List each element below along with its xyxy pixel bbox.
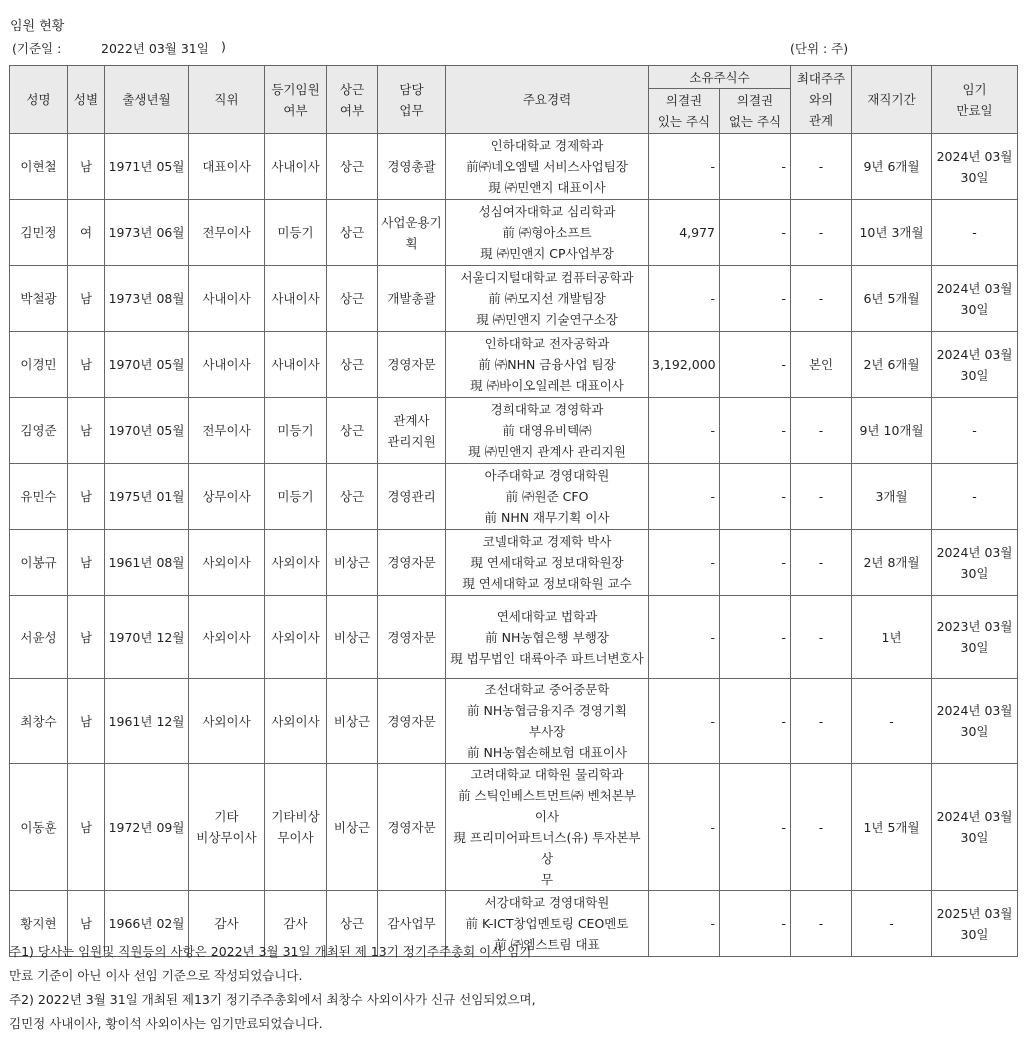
cell-duty: 경영자문 — [378, 596, 446, 679]
cell-career: 인하대학교 경제학과 前㈜네오엠텔 서비스사업팀장 現 ㈜민앤지 대표이사 — [446, 134, 649, 200]
cell-gender: 여 — [68, 200, 105, 266]
cell-relation: - — [791, 891, 852, 957]
cell-nonvoting: - — [720, 596, 791, 679]
cell-nonvoting: - — [720, 266, 791, 332]
cell-registered: 사내이사 — [265, 266, 327, 332]
cell-duty: 경영자문 — [378, 332, 446, 398]
cell-fulltime: 상근 — [327, 891, 378, 957]
cell-position: 전무이사 — [189, 200, 265, 266]
cell-term-end: - — [932, 398, 1018, 464]
header-tenure: 재직기간 — [852, 66, 932, 134]
cell-duty: 경영관리 — [378, 464, 446, 530]
cell-birth: 1966년 02월 — [105, 891, 189, 957]
cell-gender: 남 — [68, 266, 105, 332]
cell-registered: 미등기 — [265, 464, 327, 530]
table-row — [10, 134, 1018, 200]
cell-career: 인하대학교 전자공학과 前 ㈜NHN 금융사업 팀장 現 ㈜바이오일레븐 대표이사 — [446, 332, 649, 398]
cell-voting: - — [649, 266, 720, 332]
header-gender: 성별 — [68, 66, 105, 134]
cell-name: 김영준 — [10, 398, 68, 464]
cell-term-end: 2024년 03월 30일 — [932, 134, 1018, 200]
cell-voting: 3,192,000 — [649, 332, 720, 398]
cell-nonvoting: - — [720, 398, 791, 464]
footnote-line: 김민정 사내이사, 황이석 사외이사는 임기만료되었습니다. — [9, 1016, 323, 1031]
cell-nonvoting: - — [720, 679, 791, 764]
cell-gender: 남 — [68, 332, 105, 398]
cell-voting: - — [649, 464, 720, 530]
cell-name: 최창수 — [10, 679, 68, 764]
cell-relation: - — [791, 464, 852, 530]
cell-career: 경희대학교 경영학과 前 대영유비텍㈜ 現 ㈜민앤지 관계사 관리지원 — [446, 398, 649, 464]
cell-position: 사외이사 — [189, 530, 265, 596]
cell-birth: 1961년 08월 — [105, 530, 189, 596]
base-date-value: 2022년 03월 31일 — [101, 41, 209, 56]
cell-tenure: 9년 10개월 — [852, 398, 932, 464]
header-duty: 담당 업무 — [378, 66, 446, 134]
cell-birth: 1970년 05월 — [105, 332, 189, 398]
cell-voting: - — [649, 764, 720, 891]
cell-tenure: 6년 5개월 — [852, 266, 932, 332]
cell-name: 김민정 — [10, 200, 68, 266]
cell-position: 상무이사 — [189, 464, 265, 530]
cell-registered: 미등기 — [265, 398, 327, 464]
cell-term-end: 2025년 03월 30일 — [932, 891, 1018, 957]
cell-career: 서강대학교 경영대학원 前 K-ICT창업멘토링 CEO멘토 前 ㈜엠스트림 대표 — [446, 891, 649, 957]
cell-registered: 감사 — [265, 891, 327, 957]
cell-name: 서윤성 — [10, 596, 68, 679]
cell-gender: 남 — [68, 530, 105, 596]
cell-birth: 1973년 06월 — [105, 200, 189, 266]
cell-fulltime: 상근 — [327, 332, 378, 398]
cell-career: 연세대학교 법학과 前 NH농협은행 부행장 現 법무법인 대륙아주 파트너변호사 — [446, 596, 649, 679]
cell-fulltime: 상근 — [327, 464, 378, 530]
cell-fulltime: 상근 — [327, 200, 378, 266]
cell-position: 전무이사 — [189, 398, 265, 464]
cell-gender: 남 — [68, 464, 105, 530]
cell-gender: 남 — [68, 764, 105, 891]
cell-registered: 사내이사 — [265, 332, 327, 398]
cell-nonvoting: - — [720, 134, 791, 200]
cell-duty: 감사업무 — [378, 891, 446, 957]
cell-duty: 관계사 관리지원 — [378, 398, 446, 464]
footnotes — [9, 940, 536, 1036]
table-row — [10, 398, 1018, 464]
cell-duty: 경영자문 — [378, 679, 446, 764]
cell-relation: - — [791, 266, 852, 332]
cell-gender: 남 — [68, 134, 105, 200]
table-row — [10, 332, 1018, 398]
cell-tenure: 10년 3개월 — [852, 200, 932, 266]
page-title: 임원 현황 — [10, 19, 65, 34]
cell-nonvoting: - — [720, 332, 791, 398]
cell-nonvoting: - — [720, 464, 791, 530]
cell-gender: 남 — [68, 891, 105, 957]
cell-registered: 사외이사 — [265, 679, 327, 764]
cell-voting: - — [649, 679, 720, 764]
cell-relation: 본인 — [791, 332, 852, 398]
cell-term-end: 2024년 03월 30일 — [932, 266, 1018, 332]
table-row — [10, 266, 1018, 332]
header-career: 주요경력 — [446, 66, 649, 134]
footnote-line: 만료 기준이 아닌 이사 선임 기준으로 작성되었습니다. — [9, 968, 303, 983]
cell-name: 유민수 — [10, 464, 68, 530]
cell-relation: - — [791, 679, 852, 764]
cell-tenure: 2년 8개월 — [852, 530, 932, 596]
cell-nonvoting: - — [720, 530, 791, 596]
cell-voting: - — [649, 398, 720, 464]
cell-birth: 1971년 05월 — [105, 134, 189, 200]
cell-position: 사외이사 — [189, 596, 265, 679]
cell-registered: 사내이사 — [265, 134, 327, 200]
base-date — [12, 39, 226, 57]
cell-tenure: 9년 6개월 — [852, 134, 932, 200]
cell-position: 기타 비상무이사 — [189, 764, 265, 891]
cell-term-end: 2024년 03월 30일 — [932, 764, 1018, 891]
cell-career: 코넬대학교 경제학 박사 現 연세대학교 정보대학원장 現 연세대학교 정보대학원 교수 — [446, 530, 649, 596]
table-row — [10, 200, 1018, 266]
table-row — [10, 464, 1018, 530]
cell-career: 성심여자대학교 심리학과 前 ㈜형아소프트 現 ㈜민앤지 CP사업부장 — [446, 200, 649, 266]
cell-voting: - — [649, 891, 720, 957]
cell-fulltime: 비상근 — [327, 596, 378, 679]
footnote-line: 주2) 2022년 3월 31일 개최된 제13기 정기주주총회에서 최창수 사외이사가 신규 선임되었으며, — [9, 992, 536, 1007]
cell-name: 황지현 — [10, 891, 68, 957]
cell-birth: 1970년 12월 — [105, 596, 189, 679]
header-registered: 등기임원 여부 — [265, 66, 327, 134]
cell-position: 대표이사 — [189, 134, 265, 200]
header-voting-shares: 의결권 있는 주식 — [649, 89, 720, 134]
cell-tenure: 1년 — [852, 596, 932, 679]
table-row — [10, 530, 1018, 596]
cell-nonvoting: - — [720, 891, 791, 957]
cell-name: 이경민 — [10, 332, 68, 398]
unit-label: (단위 : 주) — [790, 41, 849, 56]
cell-gender: 남 — [68, 398, 105, 464]
cell-relation: - — [791, 764, 852, 891]
cell-fulltime: 비상근 — [327, 679, 378, 764]
cell-tenure: - — [852, 891, 932, 957]
cell-fulltime: 상근 — [327, 134, 378, 200]
cell-term-end: - — [932, 200, 1018, 266]
cell-term-end: - — [932, 464, 1018, 530]
cell-gender: 남 — [68, 679, 105, 764]
cell-registered: 미등기 — [265, 200, 327, 266]
base-date-label: (기준일 : — [12, 41, 62, 56]
header-nonvoting-shares: 의결권 없는 주식 — [720, 89, 791, 134]
cell-fulltime: 상근 — [327, 398, 378, 464]
cell-duty: 개발총괄 — [378, 266, 446, 332]
table-header — [10, 66, 1018, 134]
header-relation: 최대주주 와의 관계 — [791, 66, 852, 134]
cell-position: 사내이사 — [189, 266, 265, 332]
header-birth: 출생년월 — [105, 66, 189, 134]
cell-registered: 사외이사 — [265, 530, 327, 596]
header-position: 직위 — [189, 66, 265, 134]
header-name: 성명 — [10, 66, 68, 134]
cell-birth: 1961년 12월 — [105, 679, 189, 764]
cell-tenure: 1년 5개월 — [852, 764, 932, 891]
cell-relation: - — [791, 134, 852, 200]
cell-career: 서울디지털대학교 컴퓨터공학과 前 ㈜모지선 개발팀장 現 ㈜민앤지 기술연구소장 — [446, 266, 649, 332]
table-row — [10, 596, 1018, 679]
cell-position: 사내이사 — [189, 332, 265, 398]
cell-fulltime: 비상근 — [327, 530, 378, 596]
cell-birth: 1972년 09월 — [105, 764, 189, 891]
cell-career: 아주대학교 경영대학원 前 ㈜원준 CFO 前 NHN 재무기획 이사 — [446, 464, 649, 530]
cell-duty: 경영자문 — [378, 764, 446, 891]
base-date-close: ) — [221, 39, 226, 54]
cell-nonvoting: - — [720, 200, 791, 266]
footnote-line: 주1) 당사는 임원및 직원등의 사항은 2022년 3월 31일 개최된 제 13기 정기주주총회 이사 임기 — [9, 944, 532, 959]
cell-relation: - — [791, 398, 852, 464]
cell-birth: 1970년 05월 — [105, 398, 189, 464]
cell-tenure: 3개월 — [852, 464, 932, 530]
cell-registered: 사외이사 — [265, 596, 327, 679]
cell-tenure: 2년 6개월 — [852, 332, 932, 398]
cell-duty: 경영총괄 — [378, 134, 446, 200]
cell-relation: - — [791, 596, 852, 679]
table-row — [10, 764, 1018, 891]
cell-relation: - — [791, 530, 852, 596]
cell-birth: 1975년 01월 — [105, 464, 189, 530]
cell-term-end: 2023년 03월 30일 — [932, 596, 1018, 679]
header-fulltime: 상근 여부 — [327, 66, 378, 134]
header-term-end: 임기 만료일 — [932, 66, 1018, 134]
cell-term-end: 2024년 03월 30일 — [932, 530, 1018, 596]
table-body — [10, 134, 1018, 957]
cell-fulltime: 상근 — [327, 266, 378, 332]
cell-name: 이동훈 — [10, 764, 68, 891]
cell-duty: 경영자문 — [378, 530, 446, 596]
cell-nonvoting: - — [720, 764, 791, 891]
cell-duty: 사업운용기 획 — [378, 200, 446, 266]
cell-fulltime: 비상근 — [327, 764, 378, 891]
cell-position: 감사 — [189, 891, 265, 957]
cell-term-end: 2024년 03월 30일 — [932, 332, 1018, 398]
cell-tenure: - — [852, 679, 932, 764]
cell-name: 이현철 — [10, 134, 68, 200]
table-row — [10, 679, 1018, 764]
cell-voting: - — [649, 530, 720, 596]
cell-name: 박철광 — [10, 266, 68, 332]
cell-voting: - — [649, 134, 720, 200]
cell-term-end: 2024년 03월 30일 — [932, 679, 1018, 764]
cell-voting: 4,977 — [649, 200, 720, 266]
cell-voting: - — [649, 596, 720, 679]
cell-birth: 1973년 08월 — [105, 266, 189, 332]
cell-position: 사외이사 — [189, 679, 265, 764]
cell-name: 이봉규 — [10, 530, 68, 596]
executive-table — [9, 65, 1018, 957]
cell-career: 고려대학교 대학원 물리학과 前 스틱인베스트먼트㈜ 벤처본부 이사 現 프리미어파트너스(유) 투자본부 상 무 — [446, 764, 649, 891]
cell-gender: 남 — [68, 596, 105, 679]
cell-career: 조선대학교 중어중문학 前 NH농협금융지주 경영기획 부사장 前 NH농협손해보험 대표이사 — [446, 679, 649, 764]
cell-registered: 기타비상 무이사 — [265, 764, 327, 891]
cell-relation: - — [791, 200, 852, 266]
header-shares-group: 소유주식수 — [649, 66, 791, 89]
